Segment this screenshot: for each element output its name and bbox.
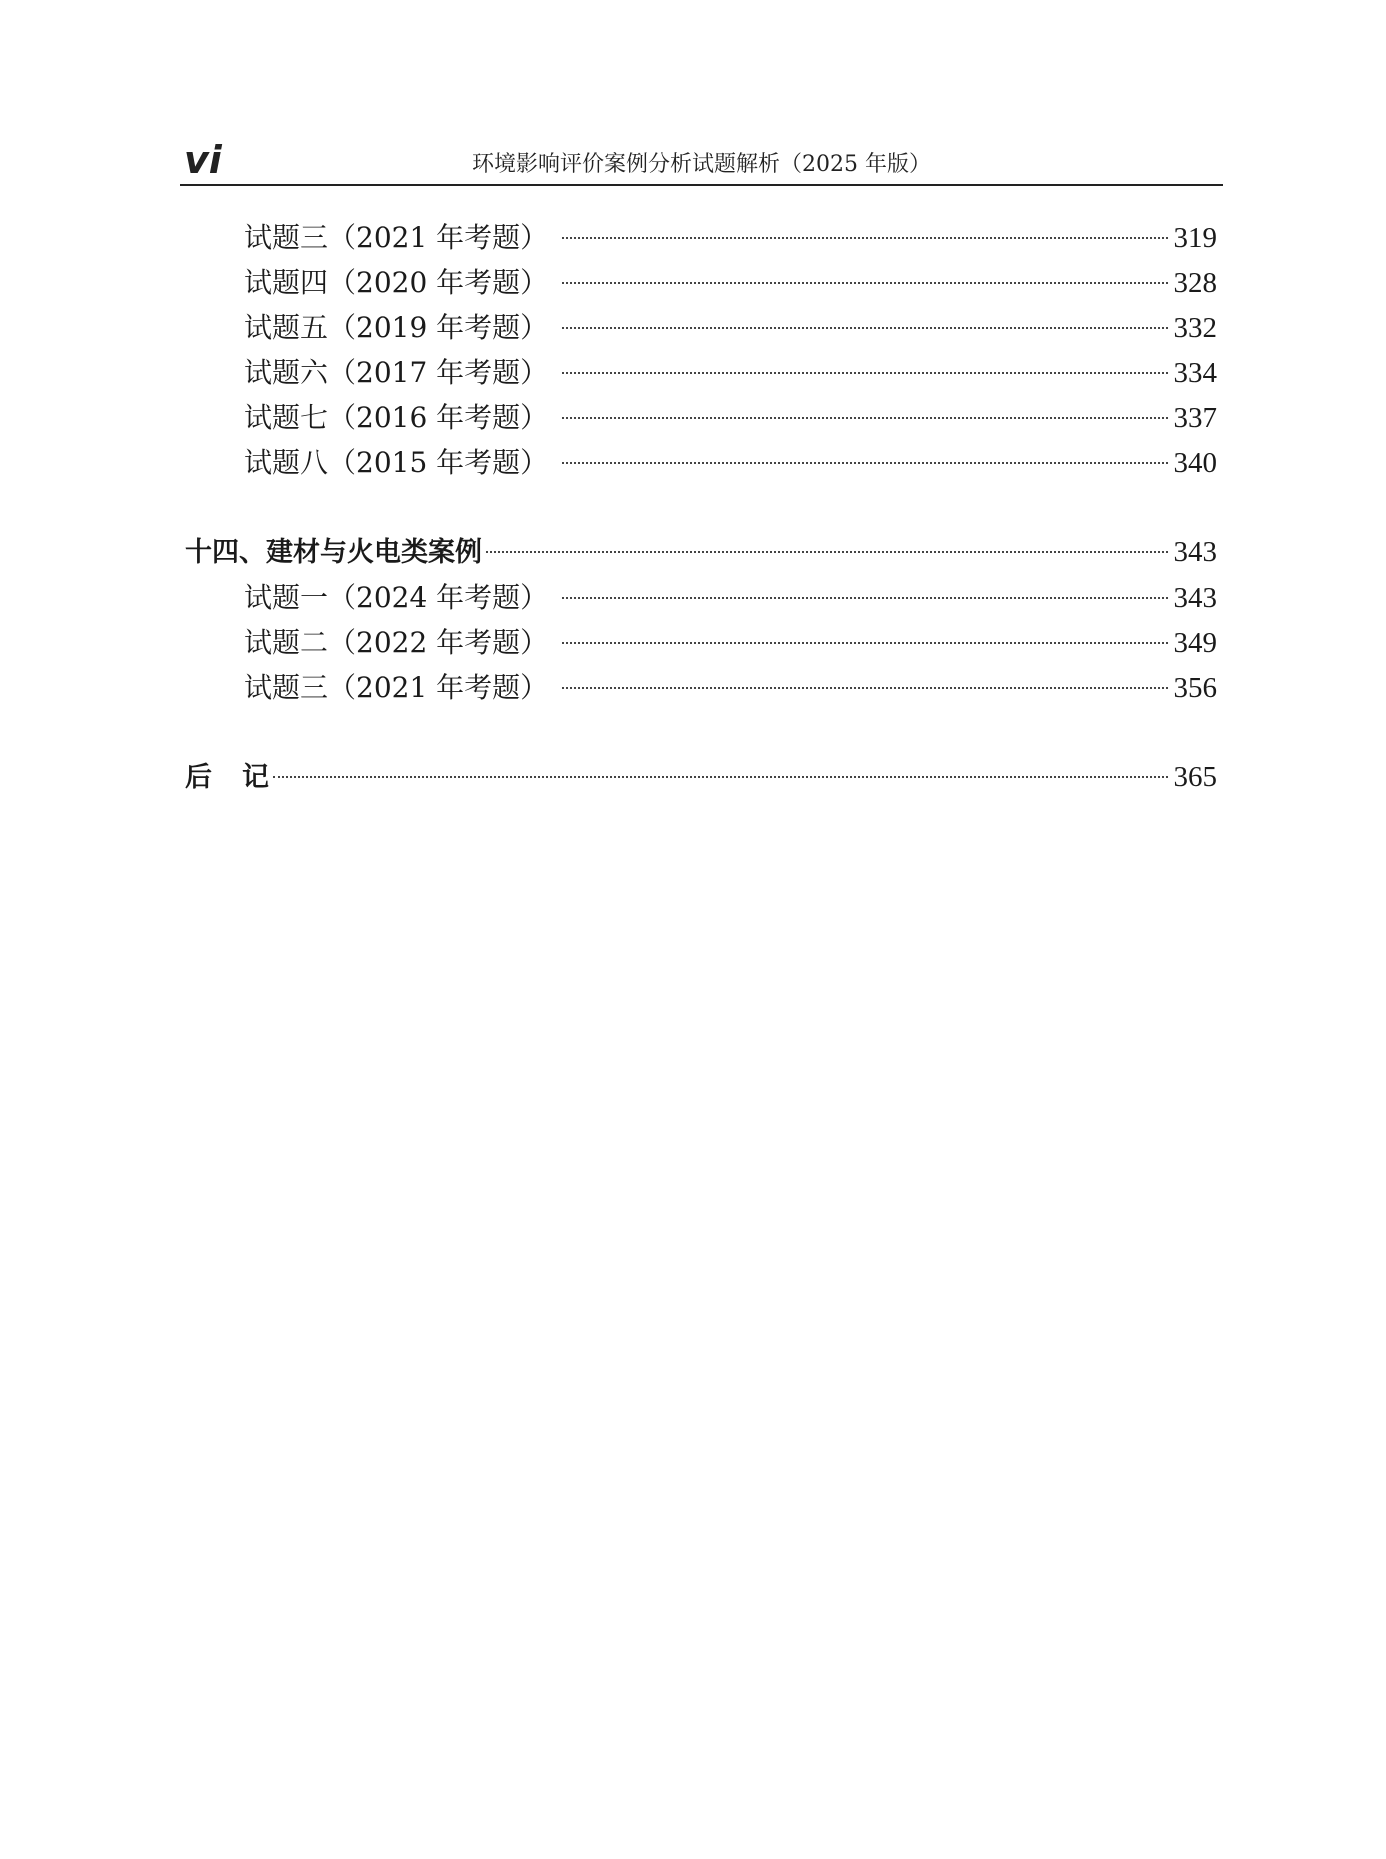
toc-chapter-page: 343 <box>1173 536 1217 568</box>
dot-leader <box>273 776 1168 778</box>
dot-leader <box>562 597 1167 599</box>
toc-chapter-14[interactable] <box>185 530 1217 575</box>
toc-entry-title: 试题三（2021 年考题） <box>244 221 549 254</box>
toc-entry-title: 试题四（2020 年考题） <box>244 266 549 299</box>
toc-entry[interactable] <box>185 350 1217 395</box>
toc-afterword[interactable] <box>185 755 1217 800</box>
toc-entry[interactable] <box>185 305 1217 350</box>
dot-leader <box>486 551 1168 553</box>
dot-leader <box>562 327 1167 329</box>
dot-leader <box>562 687 1167 689</box>
dot-leader <box>562 372 1167 374</box>
toc-entry-title: 试题二（2022 年考题） <box>244 626 549 659</box>
toc-entry-page: 340 <box>1173 447 1217 479</box>
toc-entry[interactable] <box>185 260 1217 305</box>
toc-entry-page: 334 <box>1173 357 1217 389</box>
toc-entry[interactable] <box>185 395 1217 440</box>
afterword-char-1: 后 <box>185 762 212 793</box>
dot-leader <box>562 417 1167 419</box>
toc-entry-title: 试题六（2017 年考题） <box>244 356 549 389</box>
toc-entry-title: 试题三（2021 年考题） <box>244 671 549 704</box>
toc-entry[interactable] <box>185 620 1217 665</box>
toc-afterword-page: 365 <box>1173 761 1217 793</box>
toc-entry-page: 343 <box>1173 582 1217 614</box>
toc-entry[interactable] <box>185 215 1217 260</box>
toc-entry[interactable] <box>185 575 1217 620</box>
toc-entry-page: 349 <box>1173 627 1217 659</box>
toc-entry-page: 356 <box>1173 672 1217 704</box>
toc-chapter-title: 十四、建材与火电类案例 <box>185 537 482 568</box>
table-of-contents <box>185 215 1217 800</box>
afterword-char-2: 记 <box>242 762 269 793</box>
dot-leader <box>562 237 1167 239</box>
dot-leader <box>562 642 1167 644</box>
section-spacer <box>185 710 1217 755</box>
toc-entry-title: 试题七（2016 年考题） <box>244 401 549 434</box>
toc-entry-title: 试题五（2019 年考题） <box>244 311 549 344</box>
toc-entry-page: 319 <box>1173 222 1217 254</box>
toc-entry-page: 332 <box>1173 312 1217 344</box>
dot-leader <box>562 282 1167 284</box>
toc-entry[interactable] <box>185 665 1217 710</box>
running-title: 环境影响评价案例分析试题解析（2025 年版） <box>472 152 931 177</box>
dot-leader <box>562 462 1167 464</box>
toc-entry-title: 试题八（2015 年考题） <box>244 446 549 479</box>
page-number: vi <box>184 138 222 182</box>
toc-afterword-title <box>185 755 269 800</box>
section-spacer <box>185 485 1217 530</box>
toc-entry-title: 试题一（2024 年考题） <box>244 581 549 614</box>
toc-entry-page: 328 <box>1173 267 1217 299</box>
page-header <box>180 138 1223 186</box>
toc-entry-page: 337 <box>1173 402 1217 434</box>
toc-entry[interactable] <box>185 440 1217 485</box>
